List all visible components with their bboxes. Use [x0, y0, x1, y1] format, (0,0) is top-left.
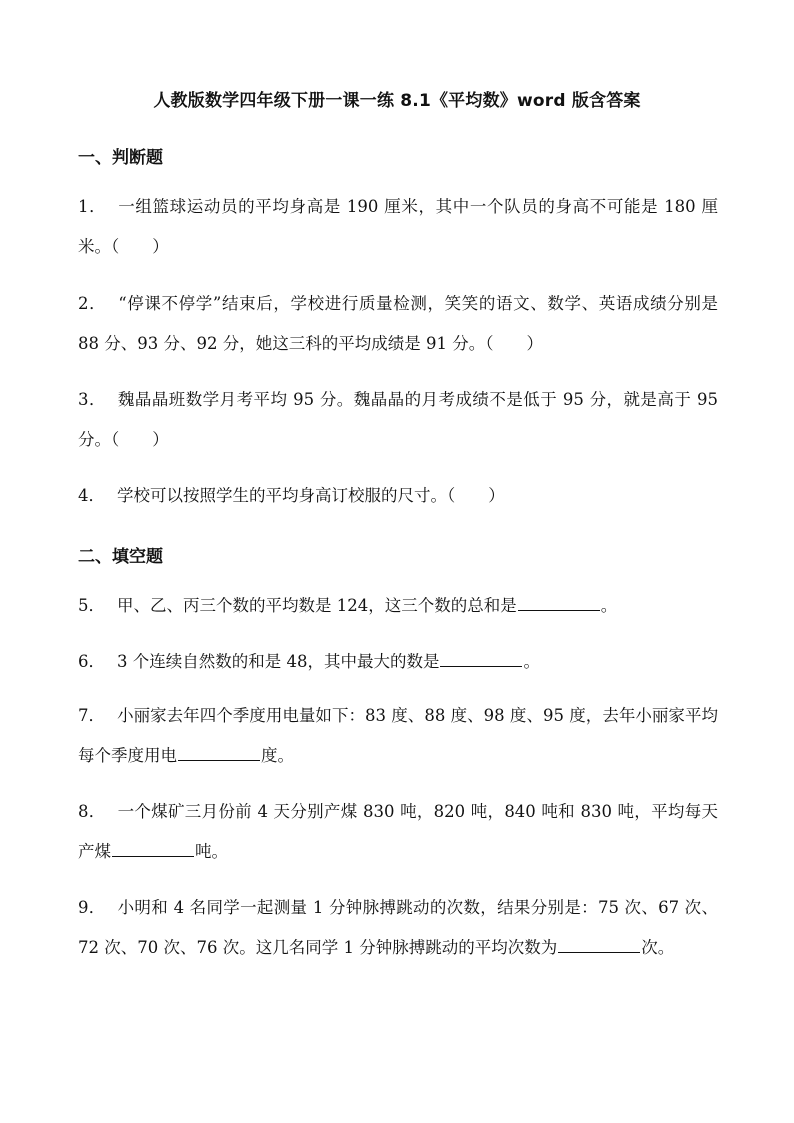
- answer-blank[interactable]: [178, 744, 260, 762]
- question-text-end: 。: [523, 652, 540, 671]
- question-text-end: 次。: [641, 938, 675, 957]
- question-text: 小丽家去年四个季度用电量如下：83 度、88 度、98 度、95 度，去年小丽家平均每个季度用电: [78, 706, 718, 765]
- question-text: “停课不停学”结束后，学校进行质量检测，笑笑的语文、数学、英语成绩分别是 88 分、93 分、92 分，她这三科的平均成绩是 91 分。（ ）: [78, 294, 718, 353]
- question-number: 4．: [78, 486, 105, 505]
- question-text-end: 吨。: [195, 842, 228, 861]
- question-6: [78, 642, 718, 682]
- question-text-end: 度。: [261, 746, 294, 765]
- question-number: 6．: [78, 652, 105, 671]
- question-9: [78, 888, 718, 968]
- question-5: [78, 586, 718, 626]
- question-4: [78, 476, 718, 516]
- question-text: 魏晶晶班数学月考平均 95 分。魏晶晶的月考成绩不是低于 95 分，就是高于 95 分。（ ）: [78, 390, 718, 449]
- answer-blank[interactable]: [558, 936, 640, 954]
- document-title: 人教版数学四年级下册一课一练 8.1《平均数》word 版含答案: [153, 91, 641, 111]
- question-text-end: 。: [600, 596, 618, 615]
- answer-blank[interactable]: [518, 594, 600, 612]
- question-3: [78, 380, 718, 460]
- question-text: 甲、乙、丙三个数的平均数是 124，这三个数的总和是: [117, 596, 517, 615]
- question-number: 8．: [78, 802, 106, 821]
- section-heading-true-false: 一、判断题: [78, 148, 163, 168]
- question-number: 9．: [78, 898, 106, 917]
- question-number: 3．: [78, 390, 106, 409]
- answer-blank[interactable]: [112, 840, 194, 858]
- question-1: [78, 187, 718, 267]
- question-number: 7．: [78, 706, 106, 725]
- answer-blank[interactable]: [440, 650, 522, 668]
- question-number: 2．: [78, 294, 107, 313]
- question-7: [78, 696, 718, 776]
- question-text: 小明和 4 名同学一起测量 1 分钟脉搏跳动的次数，结果分别是：75 次、67 次、72 次、70 次、76 次。这几名同学 1 分钟脉搏跳动的平均次数为: [78, 898, 718, 957]
- question-number: 5．: [78, 596, 105, 615]
- question-number: 1．: [78, 197, 107, 216]
- section-heading-fill-in: 二、填空题: [78, 547, 163, 567]
- question-text: 3 个连续自然数的和是 48，其中最大的数是: [117, 652, 440, 671]
- question-text: 一组篮球运动员的平均身高是 190 厘米，其中一个队员的身高不可能是 180 厘米。（ ）: [78, 197, 719, 256]
- question-text: 学校可以按照学生的平均身高订校服的尺寸。（ ）: [117, 486, 505, 505]
- question-8: [78, 792, 718, 872]
- question-text: 一个煤矿三月份前 4 天分别产煤 830 吨，820 吨，840 吨和 830 吨，平均每天产煤: [78, 802, 718, 861]
- question-2: [78, 284, 718, 364]
